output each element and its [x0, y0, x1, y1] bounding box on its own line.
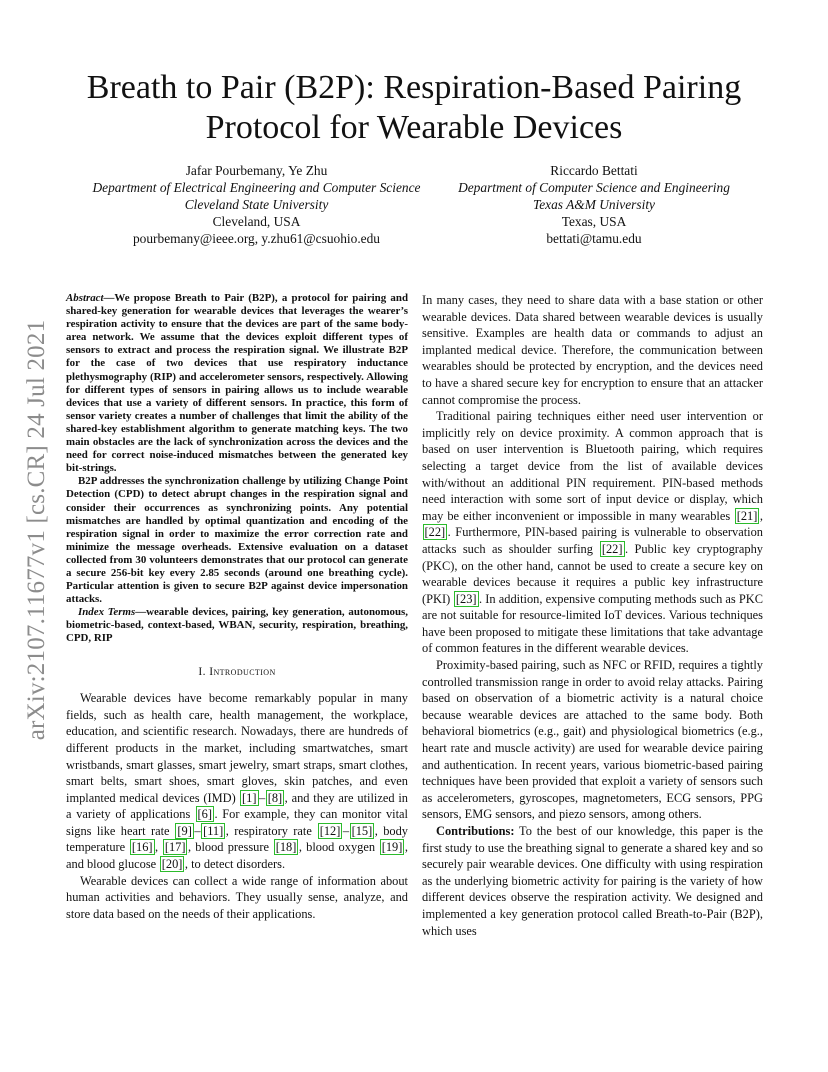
- citation-link[interactable]: [20]: [161, 857, 183, 872]
- arxiv-identifier-text: arXiv:2107.11677v1 [cs.CR] 24 Jul 2021: [23, 319, 50, 741]
- paragraph-text: ,: [759, 508, 763, 523]
- paragraph-text: –: [259, 790, 266, 805]
- abstract-lead: Abstract: [66, 292, 104, 304]
- paragraph-text: ,: [155, 840, 163, 855]
- citation-link[interactable]: [21]: [736, 508, 758, 523]
- citation-link[interactable]: [6]: [197, 807, 212, 822]
- author-university: Cleveland State University: [184, 197, 329, 212]
- right-column: [422, 292, 763, 939]
- author-department: Department of Computer Science and Engineering: [458, 180, 730, 195]
- intro-paragraph-3: In many cases, they need to share data with a base station or other wearable devices. Data shared between wearable devices is usually sensitive. Examples are health data or commands to adjust an implanted medical device. Therefore, the communication between wearables should be protected by encryption, and the devices need to have a shared secure key for encryption to ensure that an attacker cannot compromise the process.: [422, 293, 763, 407]
- paragraph-text: –: [194, 823, 201, 838]
- citation-link[interactable]: [23]: [455, 591, 477, 606]
- citation-link[interactable]: [22]: [424, 525, 446, 540]
- citation-link[interactable]: [12]: [319, 823, 341, 838]
- author-block-1: [84, 162, 429, 247]
- author-email: bettati@tamu.edu: [546, 231, 642, 246]
- paragraph-text: , blood oxygen: [298, 840, 380, 855]
- arxiv-identifier: [22, 295, 52, 765]
- citation-link[interactable]: [16]: [131, 840, 153, 855]
- author-block-2: [448, 162, 740, 247]
- citation-link[interactable]: [9]: [177, 823, 192, 838]
- abstract-text: —We propose Breath to Pair (B2P), a protocol for pairing and shared-key generation for wearable devices that leverages the wearer’s respiration activity to ensure that the devices are part of the same body-area network. We assume that the devices exploit different types of sensors to extract and process the respiration signal. We illustrate B2P for the case of two devices that use respiratory inductance plethysmography (RIP) and accelerometer sensors, respectively. Allowing for different types of sensors in pairing allows us to include wearable devices that use a variety of different sensors. In practice, this form of sensor variety creates a number of challenges that limit the ability of the shared-key establishment algorithm to generate matching keys. The two main obstacles are the lack of synchronization across the devices and the need for correct noise-induced mismatches between the generated key bit-strings.: [66, 292, 408, 475]
- citation-link[interactable]: [17]: [164, 840, 186, 855]
- index-terms: [66, 606, 408, 645]
- citation-link[interactable]: [22]: [601, 541, 623, 556]
- paragraph-text: , to detect disorders.: [184, 857, 286, 872]
- contributions-paragraph: [422, 823, 763, 939]
- paragraph-text: , body temperature: [66, 823, 408, 855]
- paragraph-text: . In addition, expensive computing methods such as PKC are not suitable for resource-limited IoT devices. Various techniques have been proposed to mitigate these limitations that take advantage of common features in the different wearable devices.: [422, 591, 763, 656]
- paragraph-text: Wearable devices have become remarkably popular in many fields, such as health care, health management, the workplace, education, and scientific research. Nowadays, there are hundreds of different products in the market, including smartwatches, smart wristbands, smart glasses, smart jewelry, smart straps, smart clothes, smart belts, smart shoes, smart gloves, skin patches, and even implanted medical devices (IMD): [66, 691, 408, 805]
- paragraph-text: , blood pressure: [187, 840, 274, 855]
- citation-link[interactable]: [18]: [275, 840, 297, 855]
- citation-link[interactable]: [15]: [351, 823, 373, 838]
- paragraph-text: . Public key cryptography (PKC), on the other hand, cannot be used to create a secure key on wearable devices because it requires a public key infrastructure (PKI): [422, 541, 763, 606]
- abstract-paragraph-1: [66, 292, 408, 475]
- contributions-text: To the best of our knowledge, this paper is the first study to use the breathing signal to generate a shared key and so securely pair wearable devices. One difficulty with using respiration as the underlying biometric activity for pairing is the variety of how different devices observe the respiration activity. We designed and implemented a key generation protocol called Breath-to-Pair (B2P), which uses: [422, 824, 763, 938]
- author-university: Texas A&M University: [533, 197, 655, 212]
- citation-link[interactable]: [11]: [203, 823, 224, 838]
- index-terms-lead: Index Terms: [78, 606, 136, 619]
- paragraph-text: , and blood glucose: [66, 840, 408, 872]
- author-email: pourbemany@ieee.org, y.zhu61@csuohio.edu: [132, 231, 381, 246]
- intro-paragraph-5: Proximity-based pairing, such as NFC or RFID, requires a tightly controlled transmission range in order to avoid relay attacks. Pairing based on observation of a biometric activity is a natural choice because wearable devices are attached to the same body. Both behavioral biometrics (e.g., gait) and physiological biometrics (e.g., heart rate and muscle activity) are used for wearable device pairing and authentication. In recent years, various biometric-based pairing techniques have been provided that exploit a variety of sensors such as accelerometers, gyroscopes, magnetometers, ECG sensors, PPG sensors, EMG sensors, and piezo sensors, among others.: [422, 658, 763, 822]
- paper-title: Breath to Pair (B2P): Respiration-Based Pairing Protocol for Wearable Devices: [86, 69, 742, 146]
- citation-link[interactable]: [1]: [242, 790, 257, 805]
- citation-link[interactable]: [8]: [267, 790, 283, 805]
- intro-paragraph-1: [66, 690, 408, 873]
- author-department: Department of Electrical Engineering and Computer Science: [92, 180, 421, 195]
- author-location: Cleveland, USA: [212, 214, 301, 229]
- citation-link[interactable]: [19]: [381, 840, 403, 855]
- intro-paragraph-2: Wearable devices can collect a wide range of information about human activities and behaviors. They usually sense, analyze, and store data based on the needs of their applications.: [66, 873, 408, 921]
- contributions-lead: Contributions:: [436, 824, 515, 838]
- paragraph-text: . Furthermore, PIN-based pairing is vulnerable to observation attacks such as shoulder surfing: [422, 525, 763, 556]
- author-location: Texas, USA: [561, 214, 627, 229]
- section-heading-introduction: I. Introduction: [198, 664, 276, 678]
- paragraph-text: –: [342, 823, 350, 838]
- intro-paragraph-4: [422, 408, 763, 657]
- paragraph-text: . For example, they can monitor vital signs like heart rate: [66, 807, 408, 838]
- author-names: Riccardo Bettati: [550, 163, 638, 178]
- paragraph-text: Traditional pairing techniques either need user intervention or implicitly rely on device proximity. A common approach that is based on user intervention is Bluetooth pairing, which requires selecting a target device from the list of available devices with/without an additional PIN requirement. PIN-based methods need interaction with some sort of input device or display, which may be either inconvenient or impossible in many wearables: [422, 409, 763, 523]
- paragraph-text: , respiratory rate: [225, 823, 318, 838]
- paragraph-text: , and they are utilized in a variety of applications: [66, 790, 408, 822]
- left-column: [66, 292, 408, 922]
- abstract-paragraph-2: B2P addresses the synchronization challenge by utilizing Change Point Detection (CPD) to detect abrupt changes in the respiration signal and consider their occurrences as synchronizing points. Any potential mismatches are handled by optimal quantization and encoding of the respiration signal in order to maximize the error correction rate and minimize the message overheads. Extensive evaluation on a dataset collected from 30 volunteers demonstrates that our protocol can generate a secure 256-bit key every 2.85 seconds (around one breathing cycle). Particular attention is given to secure B2P against device impersonation attacks.: [66, 475, 408, 606]
- index-terms-text: —wearable devices, pairing, key generation, autonomous, biometric-based, context-based, WBAN, security, respiration, breathing, CPD, RIP: [66, 606, 408, 645]
- author-names: Jafar Pourbemany, Ye Zhu: [185, 163, 328, 178]
